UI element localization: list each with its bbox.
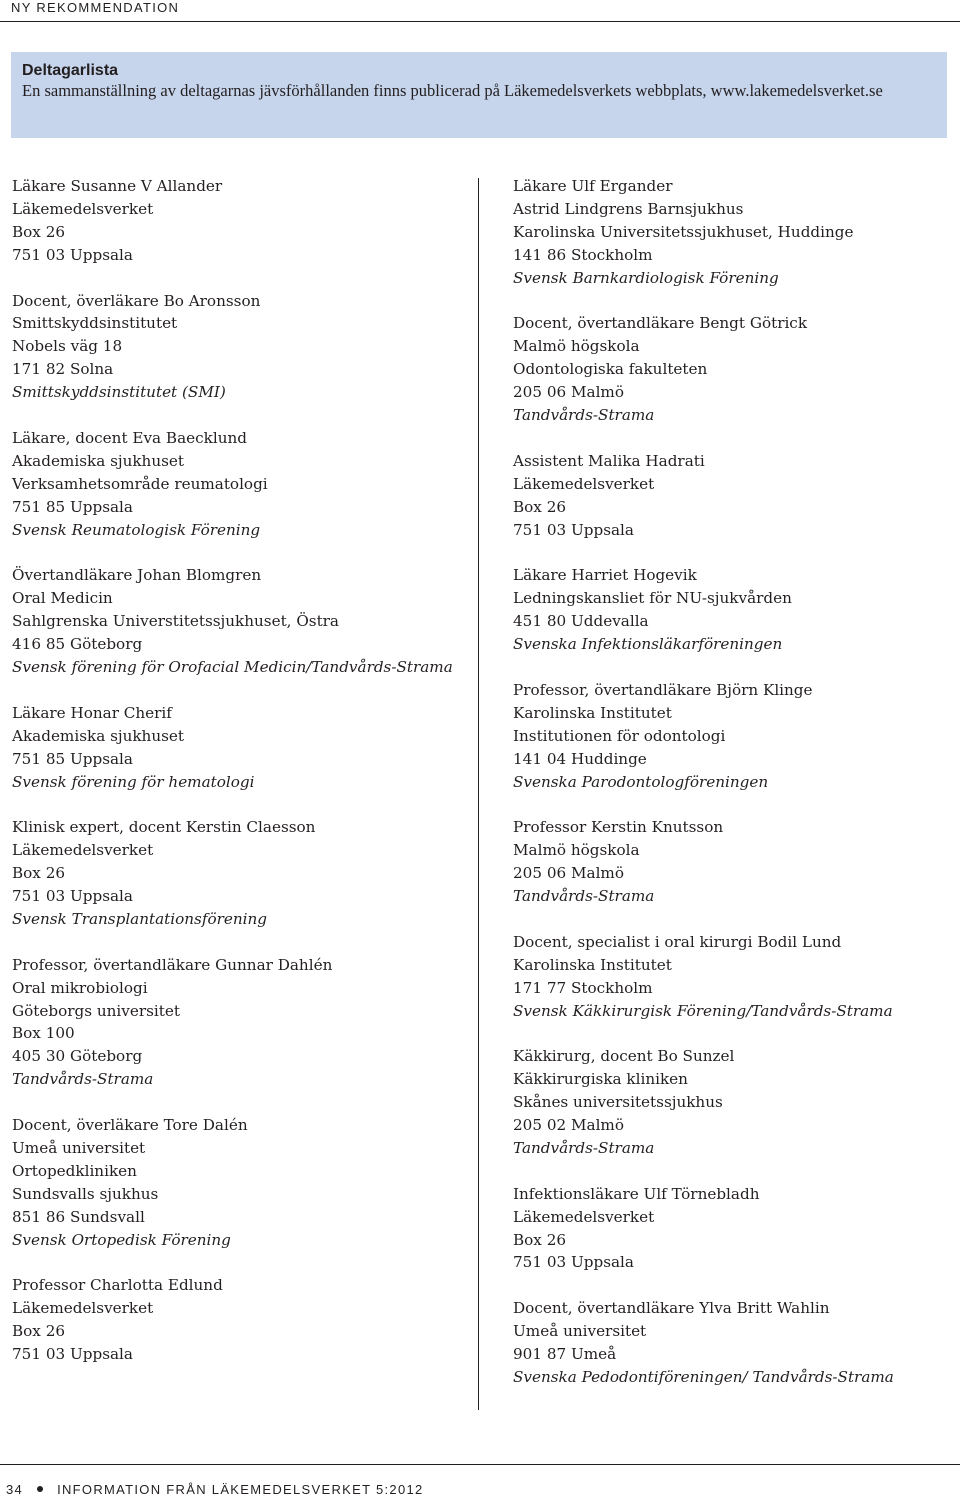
participant-address-line: Läkemedelsverket	[12, 199, 154, 218]
participant-address-line: 751 03 Uppsala	[513, 1253, 634, 1272]
participant-society: Svensk förening för hematologi	[12, 772, 255, 791]
participant-entry	[12, 1274, 472, 1366]
participant-address-line: Karolinska Institutet	[513, 955, 672, 974]
participant-entry	[12, 564, 472, 679]
participant-society: Svenska Infektionsläkarföreningen	[513, 635, 783, 654]
participant-address-line: Umeå universitet	[513, 1322, 647, 1341]
participant-address-line: Göteborgs universitet	[12, 1001, 180, 1020]
participant-address-line: Box 100	[12, 1024, 75, 1043]
participant-address-line: Verksamhetsområde reumatologi	[12, 474, 268, 493]
header-divider	[0, 21, 960, 22]
participant-address-line: Oral Medicin	[12, 589, 113, 608]
participant-entry	[12, 702, 472, 794]
participant-name: Professor, övertandläkare Björn Klinge	[513, 680, 813, 699]
participant-society: Svensk Transplantationsförening	[12, 909, 268, 928]
page-footer	[0, 1481, 424, 1497]
participant-address-line: Akademiska sjukhuset	[12, 451, 185, 470]
participant-address-line: 751 03 Uppsala	[12, 245, 133, 264]
participant-address-line: Smittskyddsinstitutet	[12, 314, 178, 333]
participant-society: Svensk förening för Orofacial Medicin/Tandvårds-Strama	[12, 657, 453, 676]
participant-address-line: Box 26	[12, 222, 66, 241]
participant-address-line: 205 06 Malmö	[513, 864, 624, 883]
participant-society: Svensk Ortopedisk Förening	[12, 1230, 231, 1249]
participant-name: Docent, överläkare Bo Aronsson	[12, 291, 261, 310]
participant-list-notice	[11, 52, 947, 138]
participant-name: Professor Charlotta Edlund	[12, 1276, 223, 1295]
participant-address-line: 171 77 Stockholm	[513, 978, 653, 997]
participant-society: Svenska Parodontologföreningen	[513, 772, 769, 791]
participant-name: Docent, specialist i oral kirurgi Bodil Lund	[513, 932, 842, 951]
participant-name: Assistent Malika Hadrati	[513, 451, 705, 470]
participant-name: Docent, övertandläkare Ylva Britt Wahlin	[513, 1299, 830, 1318]
participant-name: Infektionsläkare Ulf Törnebladh	[513, 1184, 760, 1203]
participant-address-line: 451 80 Uddevalla	[513, 612, 649, 631]
participant-address-line: 141 86 Stockholm	[513, 245, 653, 264]
participant-address-line: Malmö högskola	[513, 841, 640, 860]
participant-list-left	[12, 175, 472, 1389]
participant-address-line: 901 87 Umeå	[513, 1345, 617, 1364]
participant-entry	[513, 312, 953, 427]
participant-address-line: 851 86 Sundsvall	[12, 1207, 145, 1226]
participant-name: Övertandläkare Johan Blomgren	[12, 566, 262, 585]
participant-address-line: 751 03 Uppsala	[513, 520, 634, 539]
participant-address-line: Box 26	[513, 497, 567, 516]
participant-list-right	[513, 175, 953, 1412]
participant-entry	[513, 816, 953, 908]
participant-name: Professor Kerstin Knutsson	[513, 818, 724, 837]
participant-address-line: 205 06 Malmö	[513, 383, 624, 402]
participant-address-line: Läkemedelsverket	[513, 1207, 655, 1226]
section-label: NY REKOMMENDATION	[11, 0, 180, 15]
participant-address-line: Sundsvalls sjukhus	[12, 1184, 159, 1203]
participant-society: Tandvårds-Strama	[12, 1070, 154, 1089]
participant-address-line: Ortopedkliniken	[12, 1161, 137, 1180]
participant-address-line: Läkemedelsverket	[12, 1299, 154, 1318]
participant-address-line: Sahlgrenska Universtitetssjukhuset, Östra	[12, 612, 339, 631]
participant-name: Käkkirurg, docent Bo Sunzel	[513, 1047, 735, 1066]
participant-address-line: Odontologiska fakulteten	[513, 360, 708, 379]
participant-entry	[12, 816, 472, 931]
participant-address-line: 751 85 Uppsala	[12, 749, 133, 768]
participant-address-line: Malmö högskola	[513, 337, 640, 356]
participant-address-line: Box 26	[513, 1230, 567, 1249]
participant-entry	[513, 1297, 953, 1389]
participant-society: Tandvårds-Strama	[513, 887, 655, 906]
participant-address-line: Nobels väg 18	[12, 337, 123, 356]
participant-address-line: Umeå universitet	[12, 1138, 146, 1157]
publication-title: INFORMATION FRÅN LÄKEMEDELSVERKET 5:2012	[57, 1481, 424, 1497]
participant-entry	[12, 1114, 472, 1251]
notice-title: Deltagarlista	[22, 62, 119, 79]
participant-entry	[513, 450, 953, 542]
participant-entry	[513, 931, 953, 1023]
participant-entry	[513, 564, 953, 656]
participant-entry	[12, 290, 472, 405]
participant-address-line: Läkemedelsverket	[12, 841, 154, 860]
participant-society: Svensk Barnkardiologisk Förening	[513, 268, 779, 287]
participant-name: Läkare Susanne V Allander	[12, 177, 223, 195]
participant-address-line: Box 26	[12, 1322, 66, 1341]
participant-address-line: Ledningskansliet för NU-sjukvården	[513, 589, 792, 608]
participant-address-line: Läkemedelsverket	[513, 474, 655, 493]
participant-entry	[12, 427, 472, 542]
participant-name: Läkare Honar Cherif	[12, 703, 172, 722]
participant-society: Smittskyddsinstitutet (SMI)	[12, 383, 226, 402]
participant-entry	[513, 175, 953, 290]
participant-entry	[513, 1045, 953, 1160]
footer-divider	[0, 1464, 960, 1465]
participant-address-line: Karolinska Institutet	[513, 703, 672, 722]
participant-address-line: Karolinska Universitetssjukhuset, Huddinge	[513, 222, 854, 241]
participant-society: Svensk Reumatologisk Förening	[12, 520, 261, 539]
page-number: 34	[6, 1481, 24, 1497]
participant-society: Tandvårds-Strama	[513, 1138, 655, 1157]
participant-entry	[513, 1183, 953, 1275]
participant-name: Professor, övertandläkare Gunnar Dahlén	[12, 955, 333, 974]
participant-name: Läkare, docent Eva Baecklund	[12, 428, 247, 447]
participant-entry	[513, 679, 953, 794]
notice-text: En sammanställning av deltagarnas jävsförhållanden finns publicerad på Läkemedelsverkets webbplats, www.lakemedelsverket.se	[22, 81, 883, 100]
participant-name: Klinisk expert, docent Kerstin Claesson	[12, 818, 316, 837]
participant-address-line: Box 26	[12, 864, 66, 883]
participant-address-line: 405 30 Göteborg	[12, 1047, 143, 1066]
participant-address-line: Käkkirurgiska kliniken	[513, 1070, 688, 1089]
participant-entry	[12, 954, 472, 1091]
participant-address-line: 751 03 Uppsala	[12, 887, 133, 906]
participant-address-line: Institutionen för odontologi	[513, 726, 726, 745]
participant-address-line: Astrid Lindgrens Barnsjukhus	[513, 199, 744, 218]
participant-address-line: 171 82 Solna	[12, 360, 114, 379]
participant-address-line: 751 03 Uppsala	[12, 1345, 133, 1364]
participant-address-line: 751 85 Uppsala	[12, 497, 133, 516]
participant-address-line: Skånes universitetssjukhus	[513, 1093, 723, 1112]
participant-address-line: 205 02 Malmö	[513, 1116, 624, 1135]
participant-address-line: Akademiska sjukhuset	[12, 726, 185, 745]
bullet-separator	[37, 1486, 43, 1492]
participant-address-line: 141 04 Huddinge	[513, 749, 647, 768]
participant-name: Läkare Ulf Ergander	[513, 177, 673, 195]
participant-name: Docent, överläkare Tore Dalén	[12, 1116, 248, 1135]
participant-address-line: 416 85 Göteborg	[12, 635, 143, 654]
participant-address-line: Oral mikrobiologi	[12, 978, 148, 997]
participant-name: Läkare Harriet Hogevik	[513, 566, 697, 585]
participant-society: Tandvårds-Strama	[513, 406, 655, 425]
column-divider	[478, 178, 479, 1410]
participant-society: Svenska Pedodontiföreningen/ Tandvårds-Strama	[513, 1367, 894, 1386]
participant-name: Docent, övertandläkare Bengt Götrick	[513, 314, 808, 333]
participant-entry	[12, 175, 472, 267]
participant-society: Svensk Käkkirurgisk Förening/Tandvårds-Strama	[513, 1001, 893, 1020]
